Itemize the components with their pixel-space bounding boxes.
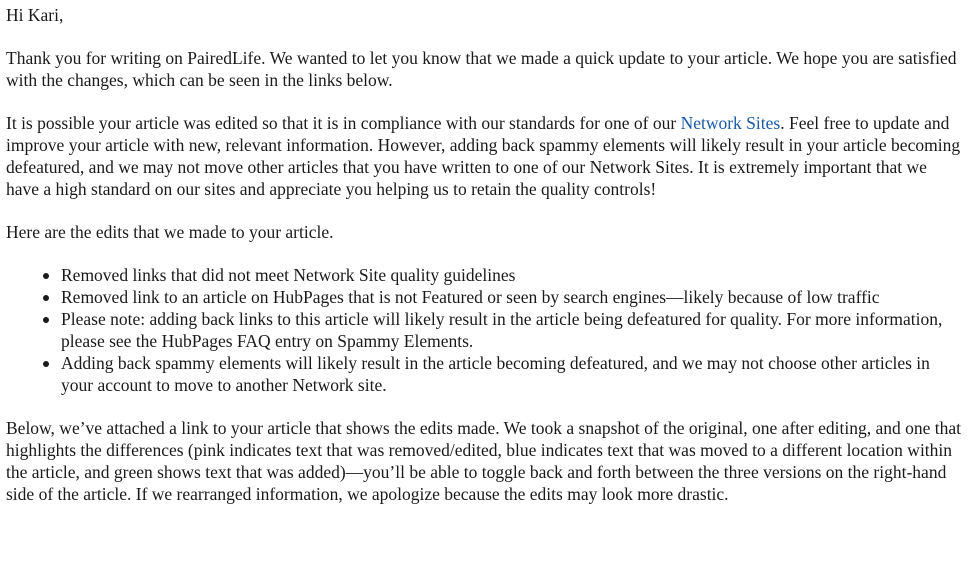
bullet-icon	[43, 273, 49, 279]
compliance-paragraph	[6, 112, 964, 200]
compliance-text-before-link: It is possible your article was edited so that it is in compliance with our standards for one of our	[6, 113, 681, 133]
list-item	[61, 352, 964, 396]
edit-item-text: Removed links that did not meet Network Site quality guidelines	[61, 265, 516, 285]
bullet-icon	[43, 295, 49, 301]
bullet-icon	[43, 317, 49, 323]
edit-item-text: Removed link to an article on HubPages that is not Featured or seen by search engines—likely because of low traffic	[61, 287, 880, 307]
bullet-icon	[43, 361, 49, 367]
edits-heading: Here are the edits that we made to your article.	[6, 222, 334, 242]
greeting: Hi Kari,	[6, 5, 64, 25]
closing-paragraph: Below, we’ve attached a link to your article that shows the edits made. We took a snapshot of the original, one after editing, and one that highlights the differences (pink indicates text that was removed/edited, blue indicates text that was moved to a different location within the article, and green shows text that was added)—you’ll be able to toggle back and forth between the three versions on the right-hand side of the article. If we rearranged information, we apologize because the edits may look more drastic.	[6, 418, 961, 504]
edit-item-text: Adding back spammy elements will likely result in the article becoming defeatured, and we may not choose other articles in your account to move to another Network site.	[61, 353, 930, 395]
list-item	[61, 264, 964, 286]
edit-item-text: Please note: adding back links to this article will likely result in the article being defeatured for quality. For more information, please see the HubPages FAQ entry on Spammy Elements.	[61, 309, 943, 351]
edits-list	[6, 264, 964, 396]
network-sites-link[interactable]: Network Sites	[680, 113, 781, 133]
intro-paragraph: Thank you for writing on PairedLife. We wanted to let you know that we made a quick update to your article. We hope you are satisfied with the changes, which can be seen in the links below.	[6, 48, 957, 90]
list-item	[61, 308, 964, 352]
list-item	[61, 286, 964, 308]
compliance-text-after-link: . Feel free to update and improve your article with new, relevant information. However, adding back spammy elements will likely result in your article becoming defeatured, and we may not move other articles that you have written to one of our Network Sites. It is extremely important that we have a high standard on our sites and appreciate you helping us to retain the quality controls!	[6, 113, 961, 199]
